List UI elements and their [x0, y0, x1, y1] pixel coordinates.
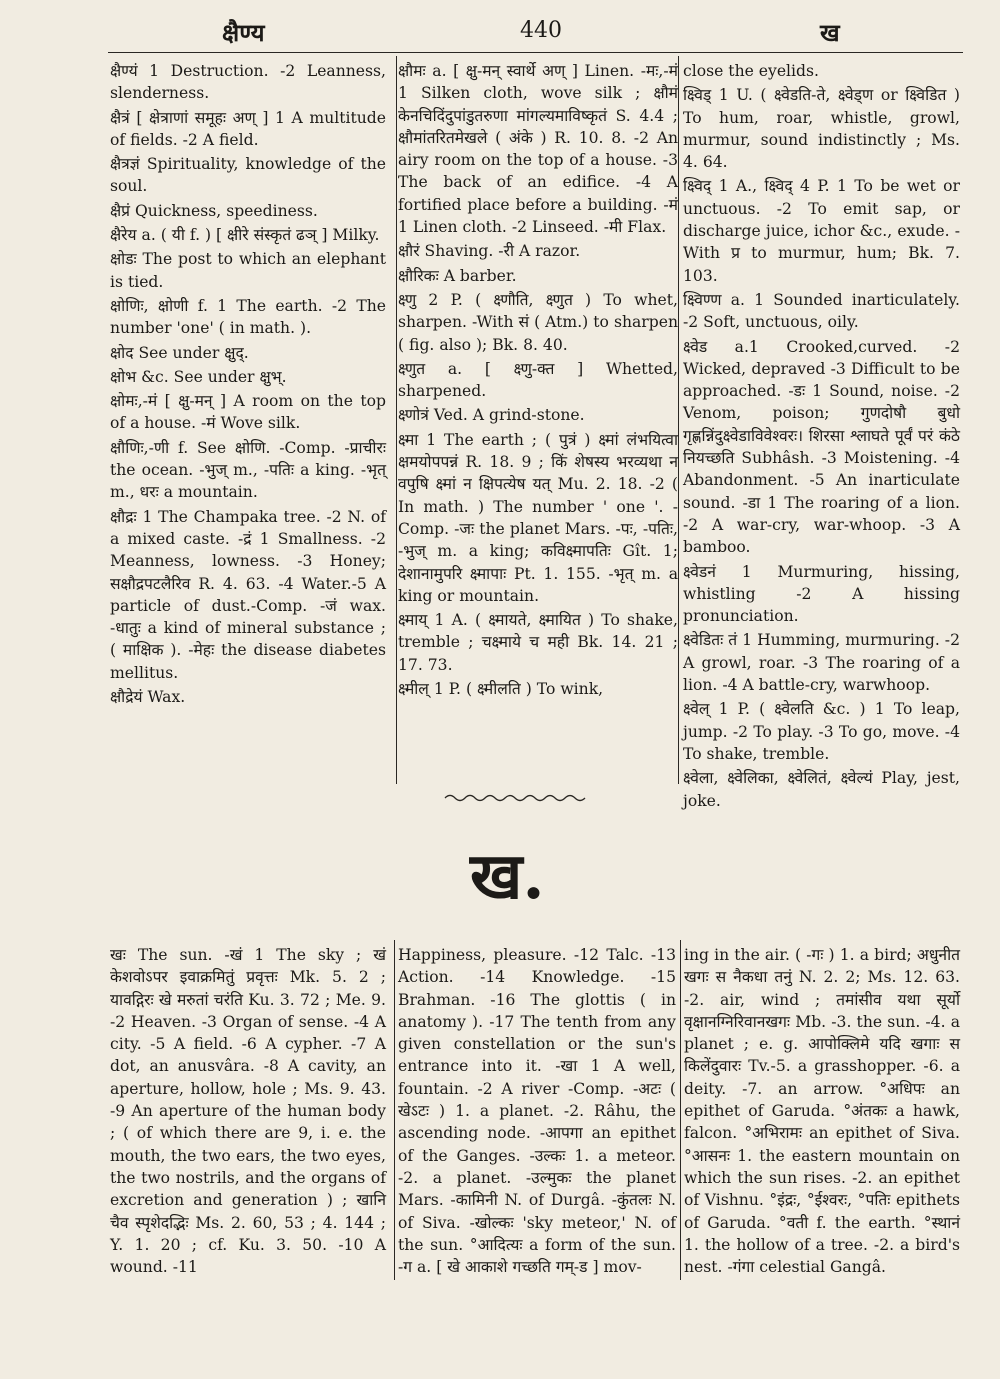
page-number: 440: [520, 18, 562, 43]
dictionary-entry: क्ष्विण्ण a. 1 Sounded inarticulately. -2 Soft, unctuous, oily.: [683, 290, 960, 332]
dictionary-entry: क्ष्विद् 1 A., क्ष्विद् 4 P. 1 To be wet or unctuous. -2 To emit sap, or discharge juice, ichor &c., exude. -With प्र to murmur, hum; Bk. 7. 103.: [683, 177, 960, 285]
running-headword-right: ख: [820, 18, 840, 47]
dictionary-entry: क्षैण्यं 1 Destruction. -2 Leanness, slenderness.: [110, 62, 386, 103]
bottom-column-3: [684, 944, 960, 1277]
running-headword-left: क्षैण्य: [222, 18, 265, 47]
dictionary-entry: क्षौद्रः 1 The Champaka tree. -2 N. of a mixed caste. -द्रं 1 Smallness. -2 Meanness, lowness. -3 Honey; सक्षौद्रपटलैरिव R. 4. 63. -4 Water.-5 A particle of dust.-Comp. -जं wax. -धातुः a kind of mineral substance ; ( माक्षिक ). -मेहः the disease diabetes mellitus.: [110, 507, 386, 682]
dictionary-entry: क्षोडः The post to which an elephant is tied.: [110, 250, 386, 291]
column-divider-bottom-2: [680, 940, 681, 1280]
dictionary-entry: क्षोणिः, क्षोणी f. 1 The earth. -2 The number 'one' ( in math. ).: [110, 296, 386, 338]
dictionary-entry: क्ष्णोत्रं Ved. A grind-stone.: [398, 406, 585, 425]
dictionary-entry: क्ष्माय् 1 A. ( क्ष्मायते, क्ष्मायित ) To shake, tremble ; चक्ष्माये च मही Bk. 14. 21 ; 17. 73.: [398, 611, 678, 674]
dictionary-entry: क्ष्वेल् 1 P. ( क्ष्वेलति &c. ) 1 To leap, jump. -2 To play. -3 To go, move. -4 To shake, tremble.: [683, 700, 960, 763]
dictionary-entry: क्ष्वेडनं 1 Murmuring, hissing, whistling -2 A hissing pronunciation.: [683, 562, 960, 626]
dictionary-entry: क्षौद्रेयं Wax.: [110, 688, 186, 707]
dictionary-entry: क्ष्वेडितः तं 1 Humming, murmuring. -2 A growl, roar. -3 The roaring of a lion. -4 A battle-cry, warwhoop.: [683, 631, 960, 695]
dictionary-entry: क्षौरिकः A barber.: [398, 266, 517, 285]
section-letter-heading: ख.: [470, 839, 545, 914]
page-header: [100, 10, 960, 48]
dictionary-entry: क्ष्णु 2 P. ( क्ष्णौति, क्ष्णुत ) To whet, sharpen. -With सं ( Atm.) to sharpen ( fig. also ); Bk. 8. 40.: [398, 290, 678, 354]
section-divider-ornament: [445, 790, 585, 806]
dictionary-entry: क्षैप्रं Quickness, speediness.: [110, 201, 318, 220]
dictionary-entry: close the eyelids.: [683, 62, 819, 80]
dictionary-entry: क्षोद See under क्षुद्.: [110, 343, 249, 362]
column-divider-bottom-1: [394, 940, 395, 1280]
column-divider-top-1: [396, 56, 397, 784]
dictionary-entry: क्षोमः,-मं [ क्षु-मन् ] A room on the top of a house. -मं Wove silk.: [110, 392, 386, 433]
column-divider-top-2: [678, 56, 679, 784]
dictionary-entry: क्षोभ &c. See under क्षुभ्.: [110, 367, 287, 386]
bottom-column-2: [398, 944, 676, 1277]
dictionary-entry: क्षैत्रं [ क्षेत्राणां समूहः अण् ] 1 A multitude of fields. -2 A field.: [110, 108, 386, 149]
header-rule: [108, 52, 963, 53]
dictionary-entry: क्ष्विड् 1 U. ( क्ष्वेडति-ते, क्ष्वेड्ण or क्ष्विडित ) To hum, roar, whistle, growl, murmur, sound indistinctly ; Ms. 4. 64.: [683, 86, 960, 172]
dictionary-entry: क्ष्वेड a.1 Crooked,curved. -2 Wicked, depraved -3 Difficult to be approached. -डः 1 Sound, noise. -2 Venom, poison; गुणदोषौ बुधो गृह्णन्निंदुक्ष्वेडाविवेश्वरः। शिरसा श्लाघते पूर्वं परं कंठे नियच्छति Subhâsh. -3 Moistening. -4 Abandonment. -5 An inarticulate sound. -डा 1 The roaring of a lion. -2 A war-cry, war-whoop. -3 A bamboo.: [683, 337, 960, 557]
dictionary-entry: क्षैरेय a. ( यी f. ) [ क्षीरे संस्कृतं ढञ् ] Milky.: [110, 226, 380, 245]
dictionary-entry: क्षौमः a. [ क्षु-मन् स्वार्थे अण् ] Linen. -मः,-मं 1 Silken cloth, wove silk ; क्षौमं केनचिदिंदुपांडुतरुणा मांगल्यमाविष्कृतं S. 4.4 ; क्षौमांतरितमेखले ( अंके ) R. 10. 8. -2 An airy room on the top of a house. -3 The back of an edifice. -4 A fortified place before a building. -मं 1 Linen cloth. -2 Linseed. -मी Flax.: [398, 62, 678, 237]
dictionary-entry: क्षैत्रज्ञं Spirituality, knowledge of the soul.: [110, 155, 386, 196]
bottom-column-1: [110, 944, 386, 1277]
top-column-3: [683, 60, 960, 810]
dictionary-entry: क्ष्वेला, क्ष्वेलिका, क्ष्वेलितं, क्ष्वेल्यं Play, jest, joke.: [683, 769, 960, 810]
dictionary-entry: क्ष्मा 1 The earth ; ( पुत्रं ) क्ष्मां लंभयित्वा क्षमयोपपन्नं R. 18. 9 ; किं शेषस्य भरव्यथा न वपुषि क्ष्मां न क्षिपत्येष यत् Mu. 2. 18. -2 ( In math. ) The number ' one '. -Comp. -जः the planet Mars. -पः, -पतिः, -भुज् m. a king; कविक्ष्मापतिः Gît. 1; देशानामुपरि क्ष्मापाः Pt. 1. 155. -भृत् m. a king or mountain.: [398, 430, 678, 605]
dictionary-entry: क्षौणिः,-णी f. See क्षोणि. -Comp. -प्राचीरः the ocean. -भुज् m., -पतिः a king. -भृत् m., धरः a mountain.: [110, 438, 386, 502]
dictionary-entry: क्ष्मील् 1 P. ( क्ष्मीलति ) To wink,: [398, 680, 604, 699]
dictionary-entry: खः The sun. -खं 1 The sky ; खं केशवोऽपर इवाक्रमितुं प्रवृत्तः Mk. 5. 2 ; यावद्गिरः खे मरुतां चरंति Ku. 3. 72 ; Me. 9. -2 Heaven. -3 Organ of sense. -4 A city. -5 A field. -6 A cypher. -7 A dot, an anusvâra. -8 A cavity, an aperture, hollow, hole ; Ms. 9. 43. -9 An aperture of the human body ; ( of which there are 9, i. e. the mouth, the two ears, the two eyes, the two nostrils, and the organs of excretion and generation ) ; खानि चैव स्पृशेदद्भिः Ms. 2. 60, 53 ; 4. 144 ; Y. 1. 20 ; cf. Ku. 3. 50. -10 A wound. -11: [110, 946, 386, 1277]
top-column-1: [110, 60, 386, 790]
dictionary-entry: क्षौरं Shaving. -री A razor.: [398, 242, 581, 261]
dictionary-entry: क्ष्णुत a. [ क्ष्णु-क्त ] Whetted, sharpened.: [398, 359, 678, 401]
dictionary-entry: Happiness, pleasure. -12 Talc. -13 Action. -14 Knowledge. -15 Brahman. -16 The glottis ( in anatomy ). -17 The tenth from any given constellation or the sun's entrance into it. -खा 1 A well, fountain. -2 A river -Comp. -अटः ( खेऽटः ) 1. a planet. -2. Râhu, the ascending node. -आपगा an epithet of the Ganges. -उल्कः 1. a meteor. -2. a planet. -उल्मुकः the planet Mars. -कामिनी N. of Durgâ. -कुंतलः N. of Siva. -खोल्कः 'sky meteor,' N. of the sun. °आदित्यः a form of the sun. -ग a. [ खे आकाशे गच्छति गम्-ड ] mov-: [398, 946, 676, 1277]
top-column-2: [398, 60, 678, 790]
dictionary-entry: ing in the air. ( -गः ) 1. a bird; अधुनीत खगः स नैकधा तनुं N. 2. 2; Ms. 12. 63. -2. air, wind ; तमांसीव यथा सूर्यो वृक्षानग्निरिवानखगः Mb. -3. the sun. -4. a planet ; e. g. आपोक्लिमे यदि खगाः स किलेंदुवारः Tv.-5. a grasshopper. -6. a deity. -7. an arrow. °अधिपः an epithet of Garuda. °अंतकः a hawk, falcon. °अभिरामः an epithet of Siva. °आसनः 1. the eastern mountain on which the sun rises. -2. an epithet of Vishnu. °इंद्रः, °ईश्वरः, °पतिः epithets of Garuda. °वती f. the earth. °स्थानं 1. the hollow of a tree. -2. a bird's nest. -गंगा celestial Gangâ.: [684, 946, 960, 1277]
